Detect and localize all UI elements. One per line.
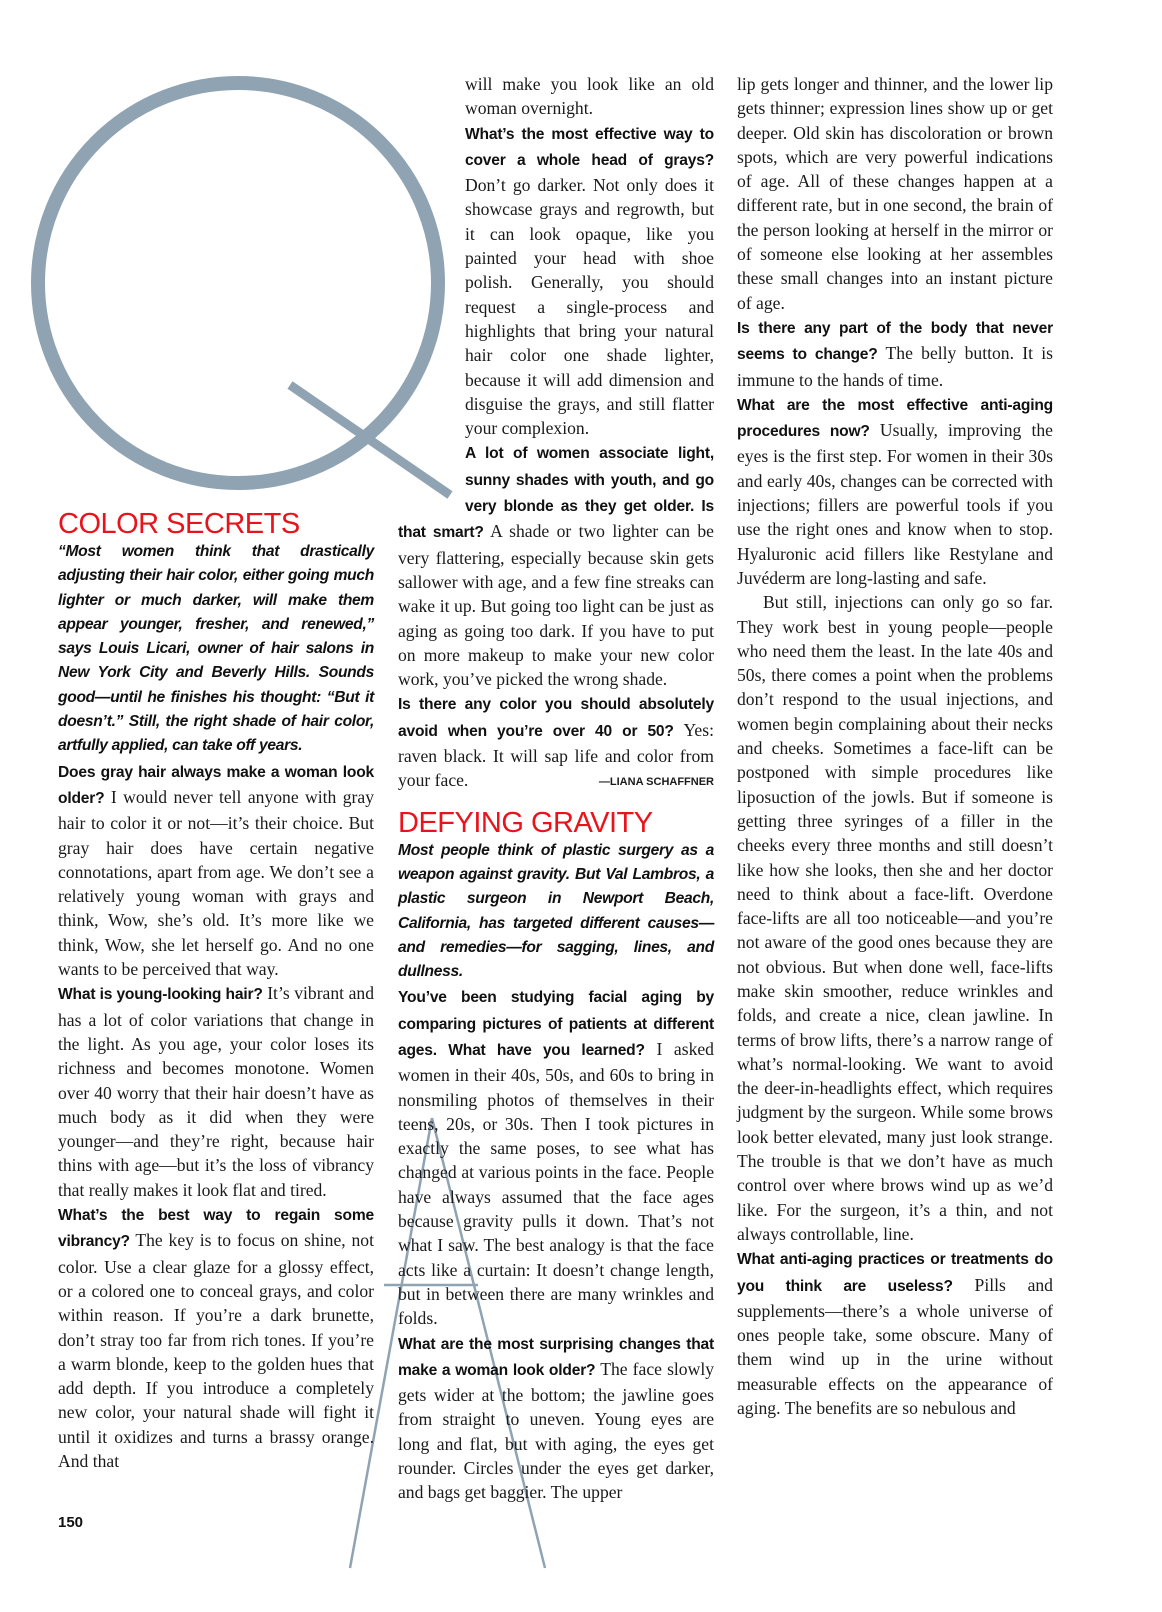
question: You’ve been studying facial aging by comparing pictures of patients at different ages. What have you learned? [398, 989, 714, 1059]
qa-paragraph [398, 1331, 714, 1505]
column-3 [737, 72, 1053, 1420]
question: Does gray hair always make a woman look older? [58, 763, 374, 807]
lead-color-secrets: “Most women think that drastically adjusting their hair color, either going much lighter or much darker, will make them appear younger, fresher, and renewed,” says Louis Licari, owner of hair salons in New York City and Beverly Hills. Sounds good—until he finishes his thought: “But it doesn’t.” Still, the right shade of hair color, artfully applied, can take off years. [58, 543, 374, 755]
question: What is young-looking hair? [58, 986, 263, 1004]
answer: Usually, improving the eyes is the first step. For women in their 30s and early 40s, changes can be corrected with injections; fillers are powerful tools if you use the right ones and know when to stop. Hyaluronic acid fillers like Restylane and Juvéderm are long-lasting and safe. [737, 420, 1053, 588]
qa-paragraph [58, 759, 374, 982]
qa-paragraph [737, 1246, 1053, 1420]
answer: Yes: raven black. It will sap life and color from your face. [398, 719, 714, 791]
page-number: 150 [58, 1514, 84, 1531]
qa-paragraph [398, 691, 714, 792]
question: What anti-aging practices or treatments do you think are useless? [737, 1251, 1053, 1295]
answer: I asked women in their 40s, 50s, and 60s to bring in nonsmiling photos of themselves in their teens, 20s, or 30s. Then I took pictures in exactly the same poses, to see what has changed at various points in the face. People have always assumed that the face ages because gravity pulls it down. That’s not what I saw. The best analogy is that the face acts like a curtain: It doesn’t change length, but in between there are many wrinkles and folds. [398, 1038, 714, 1329]
continued-text: will make you look like an old woman overnight. [465, 74, 714, 119]
body-paragraph: But still, injections can only go so far. They work best in young people—people who need them the least. In the late 40s and 50s, there comes a point when the problems don’t respond to the usual injections, and women begin complaining about their necks and cheeks. Sometimes a face-lift can be postponed with simple procedures like liposuction of the jowls. But if someone is getting three syringes of a filler in the cheeks every three months and still doesn’t like how she looks, then she and her doctor need to think about a face-lift. Overdone face-lifts are all too noticeable—and you’re not aware of the good ones because they are not obvious. But when done well, face-lifts make skin smoother, reduce wrinkles and folds, and create a nice, clean jawline. In terms of brow lifts, there’s a narrow range of what’s normal-looking. We want to avoid the deer-in-headlights effect, which requires judgment by the surgeon. While some brows look better elevated, many just look strange. The trouble is that we don’t have as much control over where brows wind up as we’d like. For the surgeon, it’s a thin, and not always controllable, line. [737, 592, 1053, 1244]
question: What’s the most effective way to cover a whole head of grays? [465, 125, 714, 169]
question: What’s the best way to regain some vibrancy? [58, 1207, 374, 1251]
continued-text: lip gets longer and thinner, and the lower lip gets thinner; expression lines show up or get deeper. Old skin has discoloration or brown spots, which are very powerful indications of age. All of these changes happen at a different rate, but in one second, the brain of the person looking at herself in the mirror or of someone else looking at her assembles these small changes into an instant picture of age. [737, 74, 1053, 313]
qa-paragraph [398, 984, 714, 1330]
column-1 [58, 508, 374, 1473]
question: A lot of women associate light, sunny shades with youth, and go very blonde as they get older. Is that smart? [398, 445, 714, 542]
question: Is there any part of the body that never seems to change? [737, 319, 1053, 364]
question: Is there any color you should absolutely avoid when you’re over 40 or 50? [398, 696, 714, 740]
qa-paragraph [737, 392, 1053, 590]
answer: The belly button. It is immune to the hands of time. [737, 343, 1053, 390]
byline: —LIANA SCHAFFNER [598, 776, 714, 789]
answer: I would never tell anyone with gray hair to color it or not—it’s their choice. But gray hair does have certain negative connotations, apart from age. We don’t see a relatively young woman with grays and think, Wow, she’s old. It’s more like we think, Wow, she let herself go. And no one wants to be perceived that way. [58, 786, 374, 980]
answer: Don’t go darker. Not only does it showcase grays and regrowth, but it can look opaque, like you painted your head with shoe polish. Generally, you should request a single-process and highlights that bring your natural hair color one shade lighter, because it will add dimension and disguise the grays, and still flatter your complexion. [465, 175, 714, 439]
qa-paragraph [737, 315, 1053, 392]
drop-letter-q-icon [38, 83, 450, 495]
section-heading-color-secrets: COLOR SECRETS [58, 508, 300, 540]
lead-defying-gravity: Most people think of plastic surgery as a weapon against gravity. But Val Lambros, a plastic surgeon in Newport Beach, California, has targeted different causes—and remedies—for sagging, lines, and dullness. [398, 841, 714, 981]
column-2 [398, 72, 714, 1505]
answer: A shade or two lighter can be very flattering, especially because skin gets sallower with age, and a few fine streaks can wake it up. But going too light can be just as aging as going too dark. If you have to put on more makeup to make your new color work, you’ve picked the wrong shade. [398, 521, 714, 690]
question: What are the most surprising changes that make a woman look older? [398, 1335, 714, 1379]
answer: Pills and supplements—there’s a whole universe of ones people take, some obscure. Many of them wind up in the urine without measurable effects on the appearance of aging. The benefits are so nebulous and [737, 1274, 1053, 1419]
section-heading-defying-gravity: DEFYING GRAVITY [398, 806, 653, 839]
qa-paragraph [58, 1202, 374, 1473]
answer: It’s vibrant and has a lot of color variations that change in the light. As you age, your color loses its richness and becomes monotone. Women over 40 worry that their hair doesn’t have as much body as it did when they were younger—and they’re right, because hair thins with age—but it’s the loss of vibrancy that really makes it look flat and tired. [58, 983, 374, 1200]
qa-paragraph [58, 981, 374, 1202]
question: What are the most effective anti-aging procedures now? [737, 396, 1053, 441]
answer: The key is to focus on shine, not color. Use a clear glaze for a glossy effect, or a colored one to conceal grays, and color within reason. If you’re a dark brunette, don’t stray too far from rich tones. If you’re a warm blonde, keep to the golden hues that add depth. If you introduce a completely new color, your natural shade will fight it until it oxidizes and turns a brassy orange. And that [58, 1230, 374, 1471]
answer: The face slowly gets wider at the bottom; the jawline goes from straight to uneven. Young eyes are long and flat, but with aging, the eyes get rounder. Circles under the eyes get darker, and bags get baggier. The upper [398, 1358, 714, 1503]
